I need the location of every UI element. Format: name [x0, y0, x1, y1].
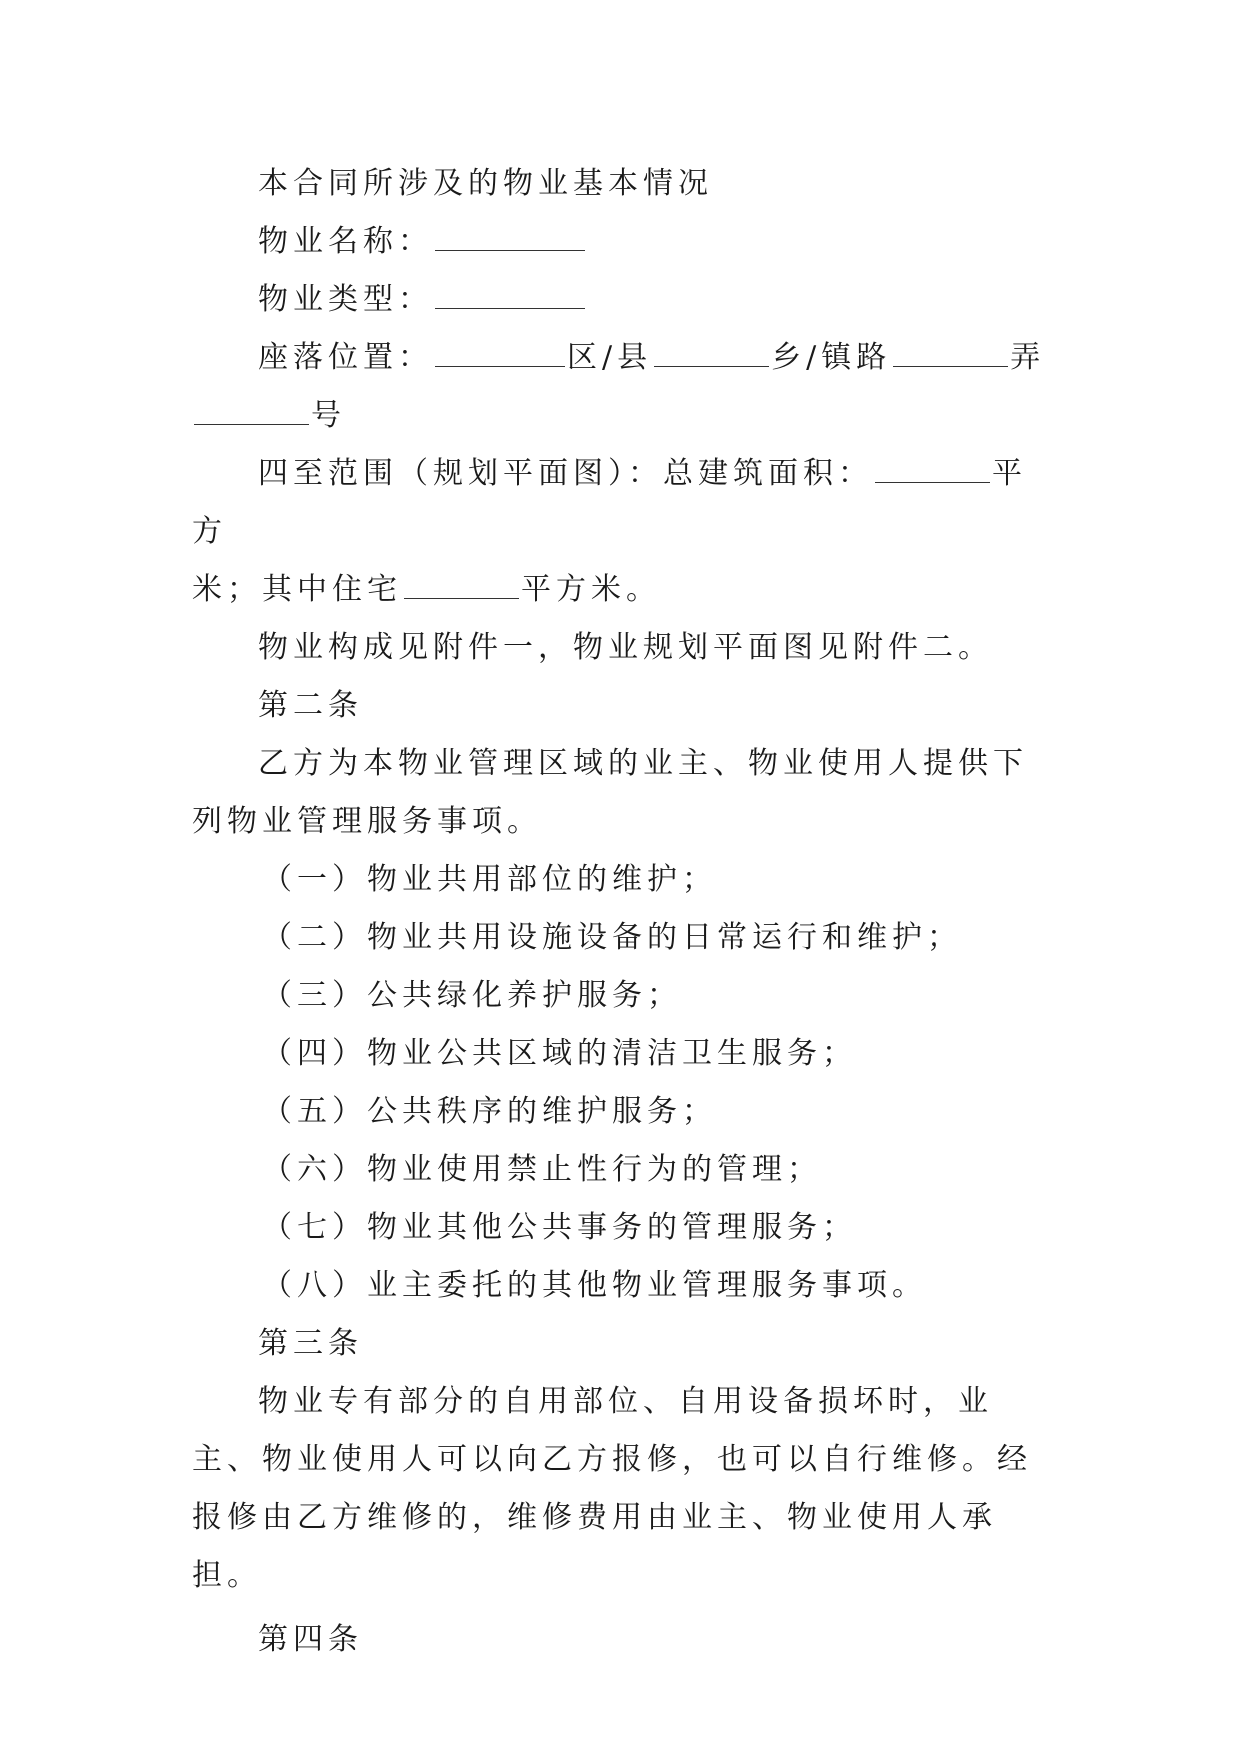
district-blank[interactable]	[435, 344, 565, 367]
service-item: （四）物业公共区域的清洁卫生服务；	[262, 1036, 857, 1071]
article-2-intro: 乙方为本物业管理区域的业主、物业使用人提供下列物业管理服务事项。	[192, 746, 1028, 839]
service-item: （六）物业使用禁止性行为的管理；	[262, 1152, 822, 1187]
attachments-note: 物业构成见附件一，物业规划平面图见附件二。	[258, 630, 993, 665]
article-3-heading: 第三条	[258, 1326, 363, 1361]
area-line: 四至范围（规划平面图）：总建筑面积： 平方 米；其中住宅 平方米。	[192, 456, 1027, 607]
total-area-blank[interactable]	[875, 460, 990, 483]
article-2-heading: 第二条	[258, 688, 363, 723]
service-item: （二）物业共用设施设备的日常运行和维护；	[262, 920, 962, 955]
service-item: （七）物业其他公共事务的管理服务；	[262, 1210, 857, 1245]
section-title: 本合同所涉及的物业基本情况	[258, 166, 713, 201]
service-item: （三）公共绿化养护服务；	[262, 978, 682, 1013]
article-4-heading: 第四条	[258, 1622, 363, 1657]
location-line: 座落位置： 区/县 乡/镇路 弄 号	[192, 329, 1052, 445]
property-type-blank[interactable]	[435, 286, 585, 309]
lane-blank[interactable]	[893, 344, 1008, 367]
service-item: （八）业主委托的其他物业管理服务事项。	[262, 1268, 927, 1303]
property-type-line: 物业类型：	[192, 271, 1052, 329]
service-item: （一）物业共用部位的维护；	[262, 862, 717, 897]
document-body	[192, 155, 1052, 1669]
residential-area-blank[interactable]	[404, 576, 519, 599]
number-blank[interactable]	[194, 402, 309, 425]
town-blank[interactable]	[654, 344, 769, 367]
property-name-blank[interactable]	[435, 228, 585, 251]
property-name-line: 物业名称：	[192, 213, 1052, 271]
service-item: （五）公共秩序的维护服务；	[262, 1094, 717, 1129]
article-3-body: 物业专有部分的自用部位、自用设备损坏时，业主、物业使用人可以向乙方报修，也可以自行维修。经报修由乙方维修的，维修费用由业主、物业使用人承担。	[192, 1384, 1032, 1593]
